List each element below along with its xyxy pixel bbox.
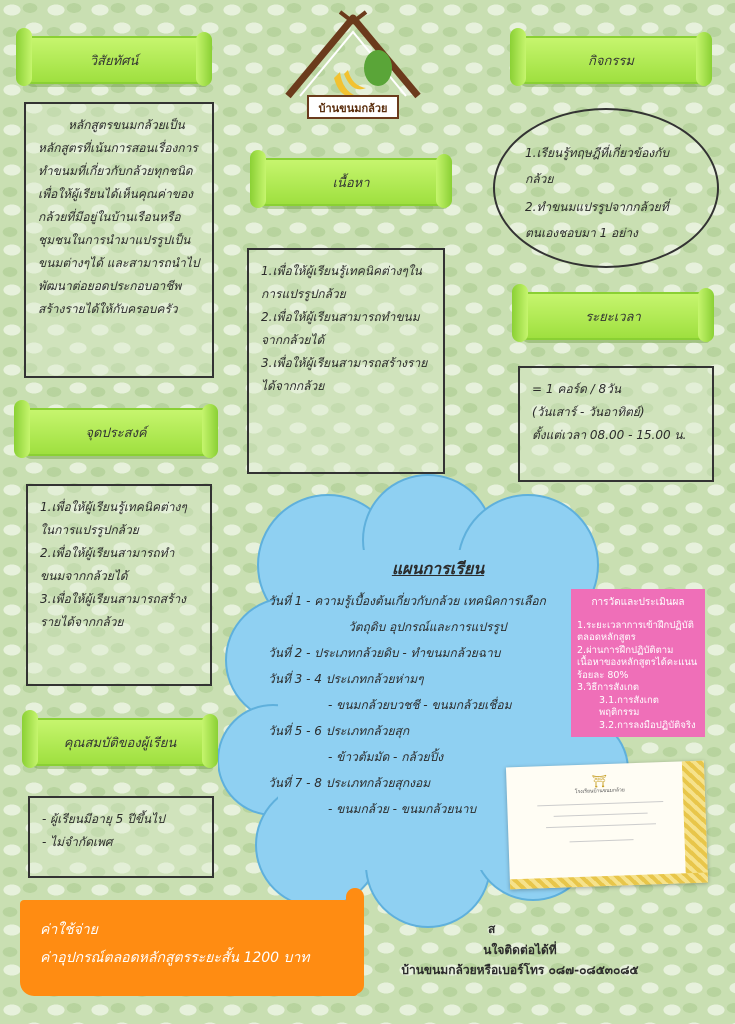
evaluation-line: 2.ผ่านการฝึกปฏิบัติตามเนื้อหาของหลักสูตรได้คะแนนร้อยละ 80% bbox=[577, 644, 698, 681]
certificate-image bbox=[506, 761, 708, 890]
duration-heading: ระยะเวลา bbox=[518, 292, 708, 340]
activity-item: 1.เรียนรู้ทฤษฎีที่เกี่ยวข้องกับกล้วย bbox=[525, 146, 670, 186]
logo-text: บ้านขนมกล้วย bbox=[318, 102, 388, 115]
objective-item: 3.เพื่อให้ผู้เรียนสามารถสร้างรายได้จากกล้วย bbox=[40, 592, 187, 629]
activities-heading: กิจกรรม bbox=[516, 36, 706, 84]
contact-mark: ส bbox=[488, 922, 496, 936]
plan-row: วันที่ 7 - 8 ประเภทกล้วยสุกงอม bbox=[268, 776, 431, 790]
evaluation-line: 1.ระยะเวลาการเข้าฝึกปฏิบัติตลอดหลักสูตร bbox=[577, 619, 694, 643]
objectives-box bbox=[26, 484, 212, 686]
objective-item: 2.เพื่อให้ผู้เรียนสามารถทำขนมจากกล้วยได้ bbox=[40, 546, 175, 583]
content-item: 3.เพื่อให้ผู้เรียนสามารถสร้างรายได้จากกล้วย bbox=[261, 356, 428, 393]
school-logo bbox=[278, 8, 428, 133]
plan-sub: วัตถุดิบ อุปกรณ์และการแปรรูป bbox=[348, 620, 507, 634]
evaluation-subline: 3.1.การสังเกตพฤติกรรม bbox=[599, 694, 659, 718]
plan-row: วันที่ 1 - ความรู้เบื้องต้นเกี่ยวกับกล้วย เทคนิคการเลือก bbox=[268, 594, 546, 608]
qualification-item: - ไม่จำกัดเพศ bbox=[42, 835, 113, 849]
content-heading: เนื้อหา bbox=[256, 158, 446, 206]
vision-body: หลักสูตรขนมกล้วยเป็นหลักสูตรที่เน้นการสอนเรื่องการทำขนมที่เกี่ยวกับกล้วยทุกชนิด เพื่อให้ผู้เรียนได้เห็นคุณค่าของกล้วยที่มีอยู่ในบ้านเรือนหรือชุมชนในการนำมาแปรรูปเป็นขนมต่างๆได้ และสามารถนำไปพัฒนาต่อยอดประกอบอาชีพสร้างรายได้ให้กับครอบครัว bbox=[38, 118, 200, 316]
contact-line: นใจติดต่อได้ที่ bbox=[483, 943, 557, 957]
evaluation-heading: การวัดและประเมินผล bbox=[591, 597, 685, 608]
certificate-title: โรงเรียนบ้านขนมกล้วย bbox=[574, 787, 625, 796]
vision-heading: วิสัยทัศน์ bbox=[22, 36, 206, 84]
evaluation-box bbox=[571, 589, 705, 737]
contact-phone: บ้านขนมกล้วยหรือเบอร์โทร ๐๘๗-๐๘๕๓๐๘๕ bbox=[401, 963, 639, 977]
cost-body: ค่าอุปกรณ์ตลอดหลักสูตรระยะสั้น 1200 บาท bbox=[40, 950, 310, 966]
duration-box bbox=[518, 366, 714, 482]
duration-line: (วันเสาร์ - วันอาทิตย์) bbox=[532, 405, 645, 419]
contact-info bbox=[400, 940, 640, 980]
evaluation-line: 3.วิธีการสังเกต bbox=[577, 682, 639, 693]
cost-banner bbox=[20, 900, 358, 996]
objectives-heading: จุดประสงค์ bbox=[20, 408, 212, 456]
objective-item: 1.เพื่อให้ผู้เรียนรู้เทคนิคต่างๆในการแปรรูปกล้วย bbox=[40, 500, 187, 537]
content-item: 1.เพื่อให้ผู้เรียนรู้เทคนิคต่างๆในการแปรรูปกล้วย bbox=[261, 264, 422, 301]
plan-row: วันที่ 5 - 6 ประเภทกล้วยสุก bbox=[268, 724, 410, 738]
activities-oval bbox=[493, 108, 719, 268]
qualifications-box bbox=[28, 796, 214, 878]
content-box bbox=[247, 248, 445, 474]
plan-sub: - ขนมกล้วย - ขนมกล้วยนาบ bbox=[328, 802, 477, 816]
plan-row: วันที่ 2 - ประเภทกล้วยดิบ - ทำขนมกล้วยฉาบ bbox=[268, 646, 501, 660]
qualifications-heading: คุณสมบัติของผู้เรียน bbox=[28, 718, 212, 766]
content-item: 2.เพื่อให้ผู้เรียนสามารถทำขนมจากกล้วยได้ bbox=[261, 310, 420, 347]
cost-heading: ค่าใช้จ่าย bbox=[40, 922, 98, 938]
crest-icon: ⛩ bbox=[591, 773, 608, 789]
activity-item: 2.ทำขนมแปรรูปจากกล้วยที่ตนเองชอบมา 1 อย่าง bbox=[525, 200, 669, 240]
evaluation-subline: 3.2.การลงมือปฏิบัติจริง bbox=[599, 719, 696, 731]
duration-line: = 1 คอร์ด / 8วัน bbox=[532, 382, 622, 396]
plan-sub: - ข้าวต้มมัด - กล้วยปิ้ง bbox=[328, 750, 444, 764]
duration-line: ตั้งแต่เวลา 08.00 - 15.00 น. bbox=[532, 428, 687, 442]
vision-box bbox=[24, 102, 214, 378]
plan-row: วันที่ 3 - 4 ประเภทกล้วยห่ามๆ bbox=[268, 672, 424, 686]
qualification-item: - ผู้เรียนมีอายุ 5 ปีขึ้นไป bbox=[42, 812, 165, 826]
study-plan-title: แผนการเรียน bbox=[391, 559, 485, 578]
plan-sub: - ขนมกล้วยบวชชี - ขนมกล้วยเชื่อม bbox=[328, 698, 512, 712]
